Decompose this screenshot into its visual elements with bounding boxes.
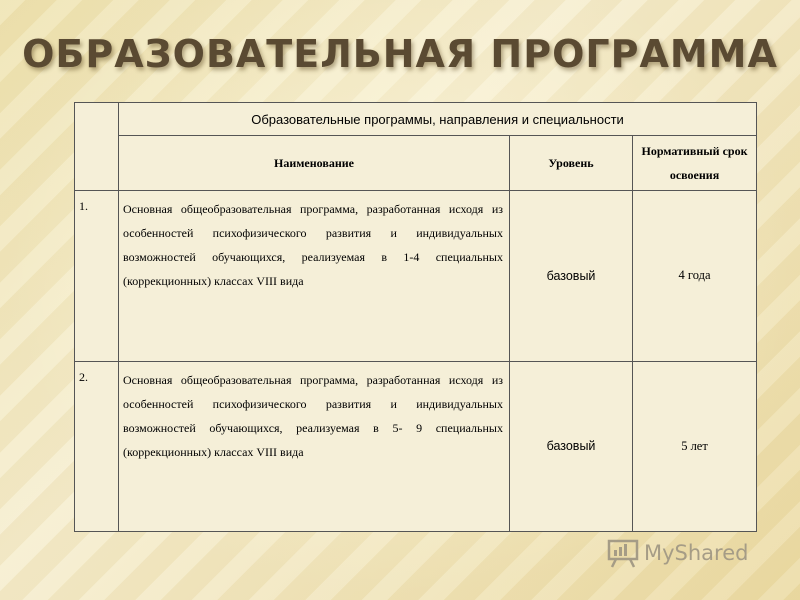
column-header-name: Наименование (119, 136, 510, 191)
corner-cell (75, 103, 119, 191)
program-description: Основная общеобразовательная программа, разработанная исходя из особенностей психофизического развития и индивидуальных возможностей обучающихся, реализуемая в 1-4 специальных (коррекционных) классах VIII вида (119, 191, 510, 362)
slide-title: ОБРАЗОВАТЕЛЬНАЯ ПРОГРАММА (22, 32, 778, 76)
row-number: 1. (75, 191, 119, 362)
program-description: Основная общеобразовательная программа, разработанная исходя из особенностей психофизического развития и индивидуальных возможностей обучающихся, реализуемая в 5- 9 специальных (коррекционных) классах VIII вида (119, 361, 510, 532)
program-level: базовый (510, 361, 633, 532)
watermark-text: MyShared (644, 541, 749, 565)
table-row (75, 191, 757, 362)
row-number: 2. (75, 361, 119, 532)
program-term: 5 лет (633, 361, 757, 532)
column-header-term: Нормативный срок освоения (633, 136, 757, 191)
program-level: базовый (510, 191, 633, 362)
table-header: Образовательные программы, направления и специальности (119, 103, 757, 136)
table-row (75, 361, 757, 532)
column-header-level: Уровень (510, 136, 633, 191)
programs-table (74, 102, 757, 532)
program-term: 4 года (633, 191, 757, 362)
presentation-board-icon (606, 538, 640, 568)
watermark-logo (606, 536, 748, 570)
